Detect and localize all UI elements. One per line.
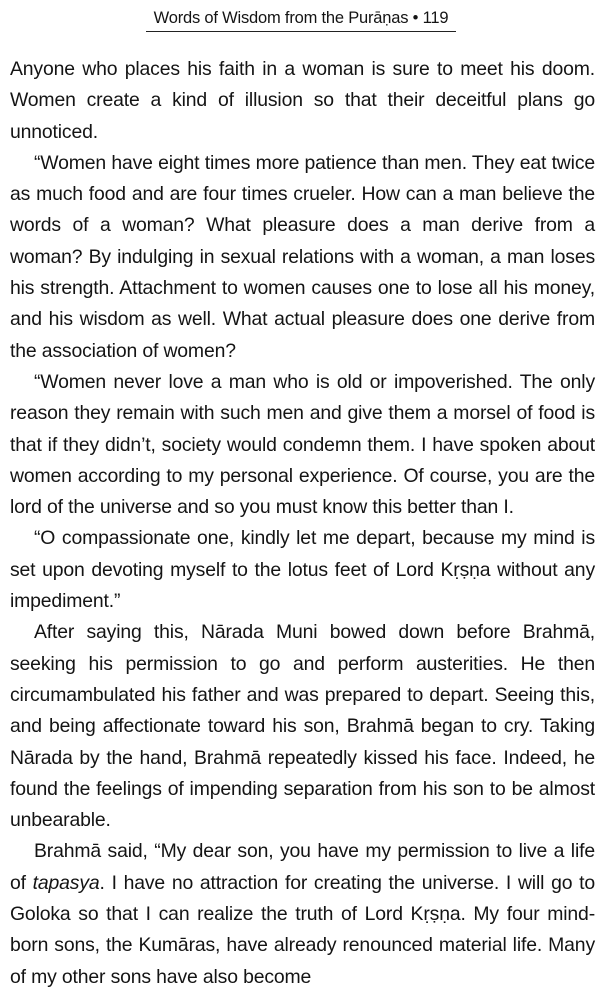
page-body <box>10 54 595 993</box>
paragraph-2: “Women have eight times more patience than men. They eat twice as much food and are four times crueler. How can a man believe the words of a woman? What pleasure does a man derive from a woman? By indulging in sexual relations with a woman, a man loses his strength. Attachment to women causes one to lose all his money, and his wisdom as well. What actual pleasure does one derive from the association of women? <box>10 151 595 362</box>
italic-term-tapasya: tapasya <box>32 871 100 894</box>
header-rule <box>146 31 456 32</box>
paragraph-4: “O compassionate one, kindly let me depart, because my mind is set upon devoting myself to the lotus feet of Lord Kṛṣṇa without any impediment.” <box>10 527 595 613</box>
paragraph-6-rest: . I have no attraction for creating the universe. I will go to Goloka so that I can realize the truth of Lord Kṛṣṇa. My four mind-born sons, the Kumāras, have already renounced material life. Many of my other sons have also become <box>10 871 595 988</box>
paragraph-3: “Women never love a man who is old or impoverished. The only reason they remain with such men and give them a morsel of food is that if they didn’t, society would condemn them. I have spoken about women according to my personal experience. Of course, you are the lord of the universe and so you must know this better than I. <box>10 370 595 519</box>
paragraph-6-lead: Brahmā said, “My dear son, you have my permission to live a life of <box>10 840 595 894</box>
running-header: Words of Wisdom from the Purāṇas • 119 <box>153 9 449 27</box>
paragraph-6 <box>10 836 595 992</box>
paragraph-5: After saying this, Nārada Muni bowed down before Brahmā, seeking his permission to go and perform austerities. He then circumambulated his father and was prepared to depart. Seeing this, and being affectionate toward his son, Brahmā began to cry. Taking Nārada by the hand, Brahmā repeatedly kissed his face. Indeed, he found the feelings of impending separation from his son to be almost unbearable. <box>10 621 595 832</box>
paragraph-1: Anyone who places his faith in a woman is sure to meet his doom. Women create a kind of illusion so that their deceitful plans go unnoticed. <box>10 58 595 143</box>
